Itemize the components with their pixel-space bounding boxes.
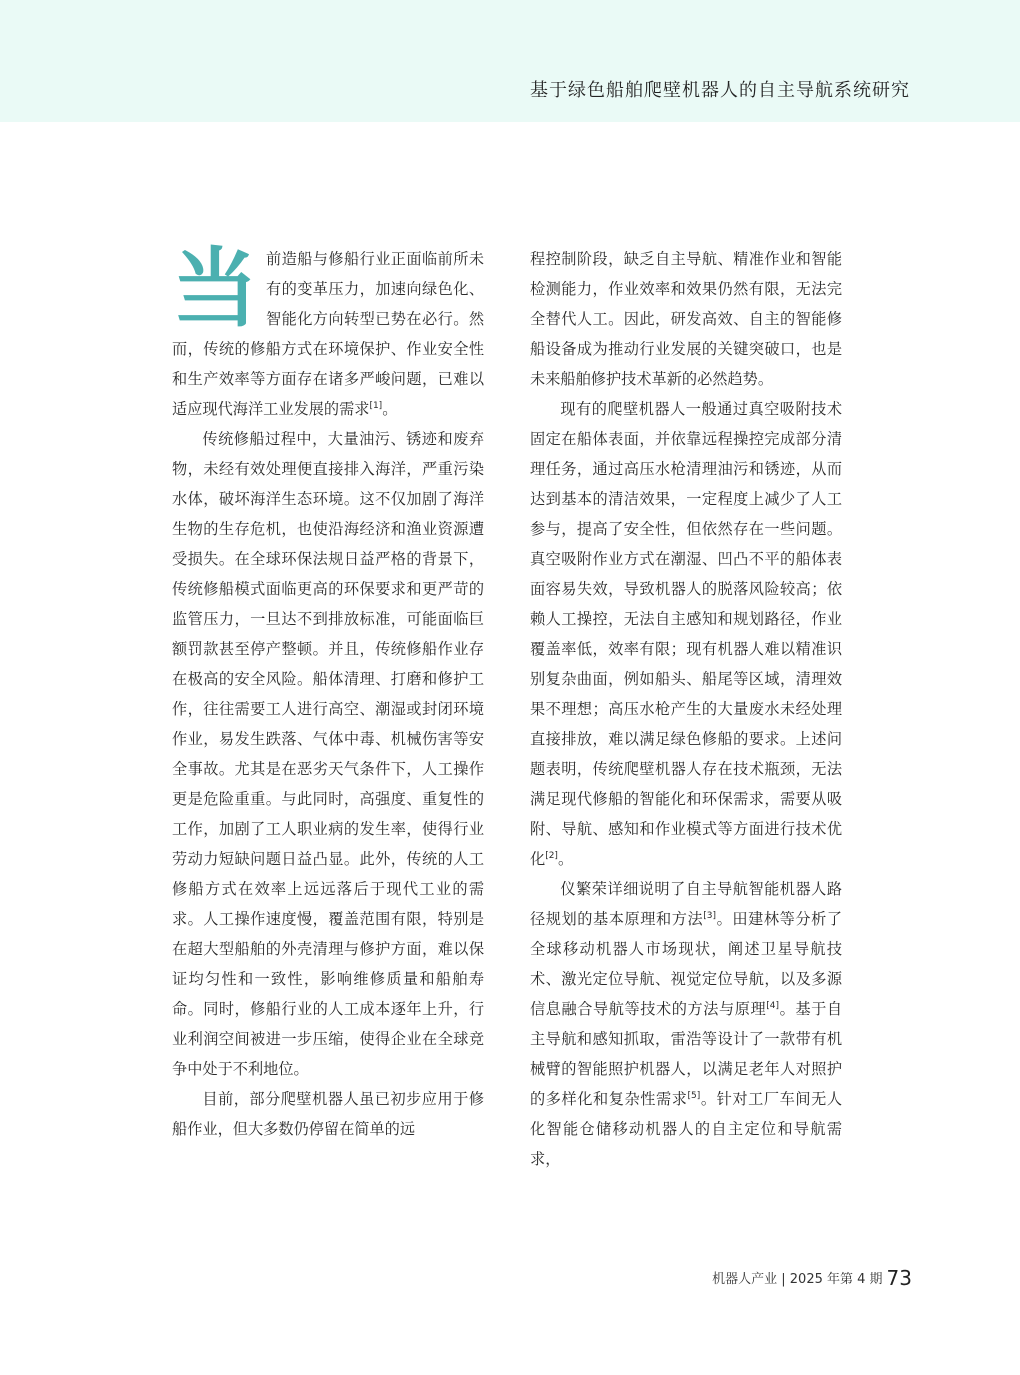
citation-5: [5] [687, 1090, 701, 1101]
paragraph-intro-text: 前造船与修船行业正面临前所未有的变革压力，加速向绿色化、智能化方向转型已势在必行。然而，传统的修船方式在环境保护、作业安全性和生产效率等方面存在诸多严峻问题，已难以适应现代海洋工业发展的需求 [172, 250, 484, 418]
citation-3: [3] [703, 910, 716, 921]
paragraph-related-work [530, 874, 842, 1174]
drop-cap: 当 [172, 239, 258, 339]
paragraph-existing-robots-text: 现有的爬壁机器人一般通过真空吸附技术固定在船体表面，并依靠远程操控完成部分清理任务，通过高压水枪清理油污和锈迹，从而达到基本的清洁效果，一定程度上减少了人工参与，提高了安全性，但依然存在一些问题。真空吸附作业方式在潮湿、凹凸不平的船体表面容易失效，导致机器人的脱落风险较高；依赖人工操控，无法自主感知和规划路径，作业覆盖率低，效率有限；现有机器人难以精准识别复杂曲面，例如船头、船尾等区域，清理效果不理想；高压水枪产生的大量废水未经处理直接排放，难以满足绿色修船的要求。上述问题表明，传统爬壁机器人存在技术瓶颈，无法满足现代修船的智能化和环保需求，需要从吸附、导航、感知和作业模式等方面进行技术优化 [530, 400, 842, 868]
related-work-text-d: 。针对工厂车间无人化智能仓储移动机器人的自主定位和导航需求， [530, 1090, 842, 1168]
running-title: 基于绿色船舶爬壁机器人的自主导航系统研究 [530, 80, 910, 101]
punct: 。 [557, 850, 574, 868]
paragraph-traditional-repair: 传统修船过程中，大量油污、锈迹和废弃物，未经有效处理便直接排入海洋，严重污染水体，破坏海洋生态环境。这不仅加剧了海洋生物的生存危机，也使沿海经济和渔业资源遭受损失。在全球环保法规日益严格的背景下，传统修船模式面临更高的环保要求和更严苛的监管压力，一旦达不到排放标准，可能面临巨额罚款甚至停产整顿。并且，传统修船作业存在极高的安全风险。船体清理、打磨和修护工作，往往需要工人进行高空、潮湿或封闭环境作业，易发生跌落、气体中毒、机械伤害等安全事故。尤其是在恶劣天气条件下，人工操作更是危险重重。与此同时，高强度、重复性的工作，加剧了工人职业病的发生率，使得行业劳动力短缺问题日益凸显。此外，传统的人工修船方式在效率上远远落后于现代工业的需求。人工操作速度慢，覆盖范围有限，特别是在超大型船舶的外壳清理与修护方面，难以保证均匀性和一致性，影响维修质量和船舶寿命。同时，修船行业的人工成本逐年上升，行业利润空间被进一步压缩，使得企业在全球竞争中处于不利地位。 [172, 430, 484, 1078]
punct: 。 [382, 400, 398, 418]
page-footer [712, 1266, 912, 1290]
related-work-text-c: 。基于自主导航和感知抓取，雷浩等设计了一款带有机械臂的智能照护机器人，以满足老年人对照护的多样化和复杂性需求 [530, 1000, 842, 1108]
citation-2: [2] [545, 850, 558, 861]
related-work-text-a: 仪繁荣详细说明了自主导航智能机器人路径规划的基本原理和方法 [530, 880, 842, 928]
page-number: 73 [886, 1266, 912, 1290]
citation-1: [1] [369, 400, 383, 411]
journal-issue: 机器人产业 | 2025 年第 4 期 [712, 1272, 883, 1287]
paragraph-existing-robots [530, 394, 842, 874]
paragraph-current-status: 目前，部分爬壁机器人虽已初步应用于修船作业，但大多数仍停留在简单的远 [172, 1090, 484, 1138]
citation-4: [4] [766, 1000, 779, 1011]
right-column [530, 244, 842, 1174]
related-work-text-b: 。田建林等分析了全球移动机器人市场现状，阐述卫星导航技术、激光定位导航、视觉定位导航，以及多源信息融合导航等技术的方法与原理 [530, 910, 842, 1018]
left-column [172, 239, 484, 1144]
paragraph-continued: 程控制阶段，缺乏自主导航、精准作业和智能检测能力，作业效率和效果仍然有限，无法完全替代人工。因此，研发高效、自主的智能修船设备成为推动行业发展的关键突破口，也是未来船舶修护技术革新的必然趋势。 [530, 250, 842, 388]
paragraph-intro [172, 239, 484, 424]
header-band [0, 0, 1020, 122]
